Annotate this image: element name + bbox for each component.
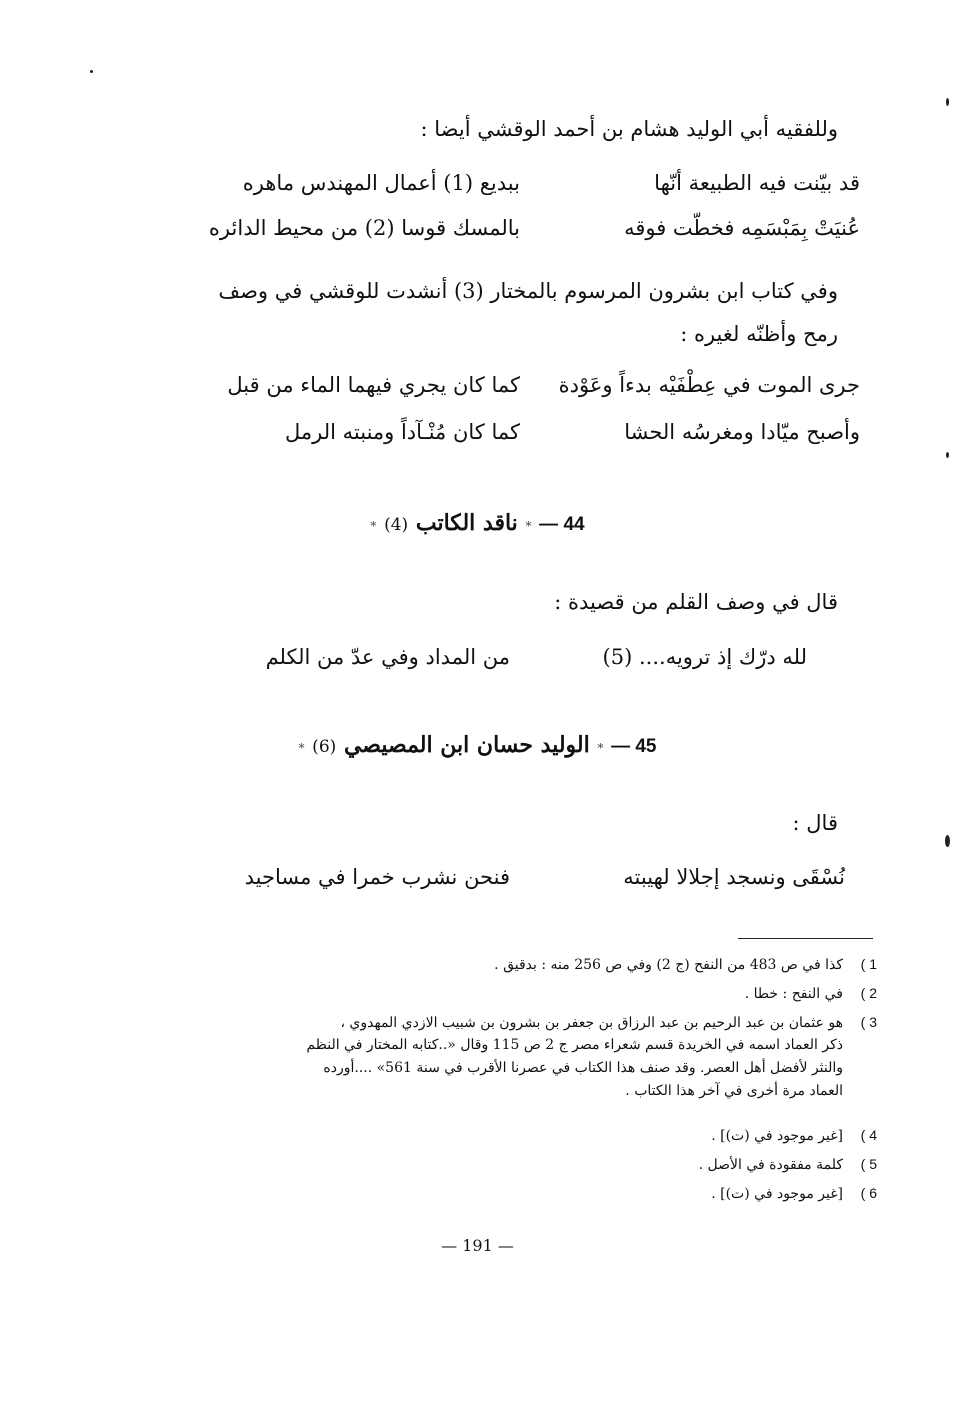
footnote-text: [غير موجود في (ت)] . [711,1186,843,1202]
verse-hemistich-second: فنحن نشرب خمرا في مساجيد [244,865,510,889]
page-number: — 191 — [441,1236,514,1255]
section-heading [0,506,955,543]
footnote [197,953,877,977]
footnote-continuation: ذكر العماد اسمه في الخريدة قسم شعراء مصر ج 2 ص 115 وقال «..كتابه المختار في النظم [306,1037,843,1053]
asterisk-marker: * [298,741,305,755]
footnote [197,1124,877,1148]
footnote [197,982,877,1006]
verse-hemistich-first: قد بيّنت فيه الطبيعة أنّها [654,171,860,195]
asterisk-marker: * [597,741,604,755]
footnote-ref: (4) [384,515,409,535]
footnote-ref: (6) [312,737,337,757]
verse-hemistich-second: كما كان مُنْـآداً ومنبته الرمل [284,420,520,444]
footnote-rule [738,938,873,939]
verse-hemistich-first: عُنيَتْ بِمَبْسَمِه فخطّت فوقه [624,216,860,240]
footnote-text: هو عثمان بن عبد الرحيم بن عبد الرزاق بن جعفر بن بشرون بن شبيب الازدي المهدوي ، [340,1015,843,1031]
footnote-number: 2 ) [860,985,877,1001]
footnote-continuation: والنثر لأفضل أهل العصر. وقد صنف هذا الكتاب في عصرنا الأقرب في سنة 561» ....أورده [323,1060,843,1076]
footnote-text: كلمة مفقودة في الأصل . [698,1157,843,1173]
verse-hemistich-second: كما كان يجري فيهما الماء من قبل [227,373,520,397]
verse-hemistich-first: نُسْقَى ونسجد إجلالا لهيبته [623,865,845,889]
paragraph-line: وفي كتاب ابن بشرون المرسوم بالمختار (3) أنشدت للوقشي في وصف [218,279,838,303]
section-title: الوليد حسان ابن المصيصي [343,732,590,758]
verse-hemistich-second: بالمسك قوسا (2) من محيط الدائره [208,216,520,240]
verse-hemistich-second: من المداد وفي عدّ من الكلم [265,645,510,669]
section-number: 45 — [611,736,657,757]
footnote-number: 1 ) [860,956,877,972]
verse-hemistich-second: ببديع (1) أعمال المهندس ماهره [242,171,520,195]
footnote-text: في النفح : خطا . [744,986,843,1002]
asterisk-marker: * [525,519,532,533]
print-speck [946,452,949,458]
intro-line: وللفقيه أبي الوليد هشام بن أحمد الوقشي أيضا : [420,117,838,141]
footnote [197,1011,877,1035]
footnote [197,1153,877,1177]
footnote-text: كذا في ص 483 من النفح (ج 2) وفي ص 256 منه : بدقيق . [494,957,843,973]
footnote-number: 5 ) [860,1156,877,1172]
footnote-number: 3 ) [860,1014,877,1030]
verse-hemistich-first: وأصبح ميّادا ومغرسُه الحشا [624,420,860,444]
verse-hemistich-first: لله درّك إذ ترويه.... (5) [602,645,807,669]
section-intro: قال في وصف القلم من قصيدة : [554,590,838,614]
footnote-number: 4 ) [860,1127,877,1143]
paragraph-line: رمح وأظنّه لغيره : [680,322,838,346]
footnote-continuation: العماد مرة أخرى في آخر هذا الكتاب . [625,1083,843,1099]
verse-hemistich-first: جرى الموت في عِطْفَيْه بدءاً وعَوْدة [558,373,860,397]
section-title: ناقد الكاتب [415,510,518,536]
print-speck [90,70,93,73]
footnote-number: 6 ) [860,1185,877,1201]
asterisk-marker: * [370,519,377,533]
print-speck [945,835,950,847]
print-speck [946,98,949,106]
section-intro: قال : [792,811,838,835]
section-heading [0,728,955,765]
footnote-text: [غير موجود في (ت)] . [711,1128,843,1144]
footnote [197,1182,877,1206]
section-number: 44 — [539,514,585,535]
